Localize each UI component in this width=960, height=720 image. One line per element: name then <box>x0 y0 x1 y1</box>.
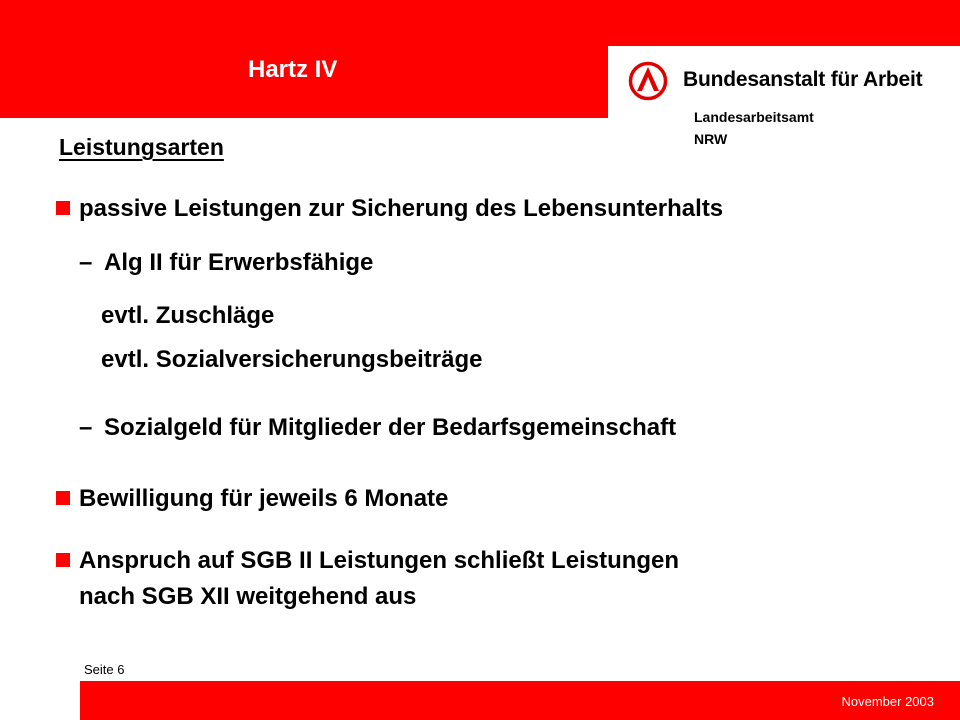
office-label <box>694 106 814 150</box>
header-band-right <box>608 0 960 46</box>
footer-date: November 2003 <box>841 694 934 709</box>
sub-item-3: evtl. Sozialversicherungsbeiträge <box>101 346 483 373</box>
bundesagentur-logo-icon <box>628 60 668 102</box>
bullet-text-2: Bewilligung für jeweils 6 Monate <box>79 485 449 512</box>
sub-item-dash-1: – <box>79 249 93 276</box>
bullet-marker-1 <box>56 201 70 215</box>
office-line-2: NRW <box>694 131 728 147</box>
bullet-marker-3 <box>56 553 70 567</box>
sub-item-4: Sozialgeld für Mitglieder der Bedarfsgemeinschaft <box>104 414 677 441</box>
bullet-marker-2 <box>56 491 70 505</box>
sub-item-dash-4: – <box>79 414 93 441</box>
sub-item-2: evtl. Zuschläge <box>101 302 275 329</box>
footer-left-margin <box>0 681 80 720</box>
page-number: Seite 6 <box>84 662 125 677</box>
bullet-text-3-continuation: nach SGB XII weitgehend aus <box>79 583 417 610</box>
bullet-text-3: Anspruch auf SGB II Leistungen schließt Leistungen <box>79 547 680 574</box>
bullet-text-1: passive Leistungen zur Sicherung des Lebensunterhalts <box>79 195 724 222</box>
logo-text: Bundesanstalt für Arbeit <box>683 68 923 91</box>
office-line-1: Landesarbeitsamt <box>694 109 814 125</box>
slide-title: Hartz IV <box>248 56 338 83</box>
section-title: Leistungsarten <box>59 134 224 160</box>
footer-band <box>80 681 960 720</box>
sub-item-1: Alg II für Erwerbsfähige <box>104 249 374 276</box>
